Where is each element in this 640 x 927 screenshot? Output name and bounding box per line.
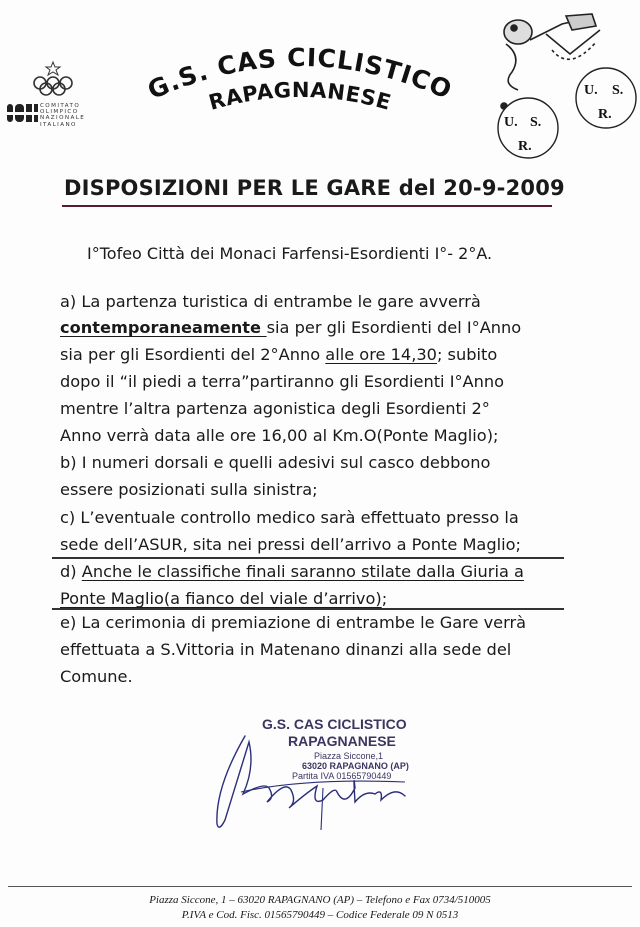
badge-letter: U. (584, 83, 598, 98)
badge-letter: R. (598, 107, 612, 122)
paragraph-line: Anno verrà data alle ore 16,00 al Km.O(Ponte Maglio); (60, 426, 499, 445)
emphasis-text: contemporaneamente (60, 318, 267, 337)
box-border-line (52, 557, 564, 559)
paragraph-line: sede dell’ASUR, sita nei pressi dell’arrivo a Ponte Maglio; (60, 535, 521, 554)
paragraph-line: effettuata a S.Vittoria in Matenano dinanzi alla sede del (60, 640, 512, 659)
badge-letter: S. (612, 83, 624, 98)
badge-letter: S. (530, 115, 542, 130)
svg-text:RAPAGNANESE (206, 78, 394, 115)
stamp-line: G.S. CAS CICLISTICO (262, 716, 407, 732)
paragraph-text: ; (381, 589, 388, 608)
badge-letter: U. (504, 115, 518, 130)
paragraph-line: b) I numeri dorsali e quelli adesivi sul casco debbono (60, 453, 491, 472)
club-mascot-emblem (492, 10, 640, 160)
coni-text-line: OLIMPICO (40, 109, 79, 116)
paragraph-text: sia per gli Esordienti del I°Anno (266, 318, 522, 337)
paragraph-line: a) La partenza turistica di entrambe le gare avverrà (60, 292, 481, 311)
stamp-line: Partita IVA 01565790449 (292, 771, 392, 781)
paragraph-line (60, 318, 521, 337)
stamp-line: 63020 RAPAGNANO (AP) (302, 761, 409, 771)
paragraph-text: ; subito (436, 345, 498, 364)
box-border-line (52, 608, 564, 610)
paragraph-line: essere posizionati sulla sinistra; (60, 480, 318, 499)
document-title: DISPOSIZIONI PER LE GARE del 20-9-2009 (64, 176, 565, 200)
stamp-line: RAPAGNANESE (288, 733, 396, 749)
footer-fiscal-info: P.IVA e Cod. Fisc. 01565790449 – Codice Federale 09 N 0513 (181, 909, 459, 921)
paragraph-line: Comune. (60, 667, 133, 686)
underlined-text: Ponte Maglio(a fianco del viale d’arrivo) (60, 589, 382, 608)
start-time-text: alle ore 14,30 (325, 345, 437, 364)
paragraph-line: mentre l’altra partenza agonistica degli Esordienti 2° (60, 399, 490, 418)
paragraph-line (60, 562, 524, 581)
badge-letter: R. (518, 139, 532, 154)
coni-text-line: NAZIONALE (40, 115, 86, 122)
footer-address: Piazza Siccone, 1 – 63020 RAPAGNANO (AP) – Telefono e Fax 0734/510005 (149, 894, 491, 906)
footer-divider (8, 886, 632, 887)
paragraph-line (60, 589, 387, 608)
paragraph-line (60, 345, 497, 364)
club-name-line2: RAPAGNANESE (206, 77, 394, 115)
paragraph-line: e) La cerimonia di premiazione di entrambe le Gare verrà (60, 613, 527, 632)
coni-text-line: COMITATO (40, 103, 81, 109)
paragraph-line: dopo il “il piedi a terra”partiranno gli Esordienti I°Anno (60, 372, 505, 391)
coni-logo (6, 58, 110, 138)
paragraph-line: c) L’eventuale controllo medico sarà effettuato presso la (60, 508, 519, 527)
handwritten-signature (205, 728, 425, 838)
title-underline (62, 205, 552, 207)
club-logo-text (135, 38, 465, 120)
underlined-text: Anche le classifiche finali saranno stilate dalla Giuria a (81, 562, 524, 581)
club-name-line1: G.S. CAS CICLISTICO (143, 42, 457, 105)
coni-text-line: ITALIANO (40, 121, 77, 128)
paragraph-text: sia per gli Esordienti del 2°Anno (60, 345, 326, 364)
stamp-line: Piazza Siccone,1 (314, 751, 384, 761)
paragraph-text: d) (60, 562, 82, 581)
event-subtitle: I°Tofeo Città dei Monaci Farfensi-Esordienti I°- 2°A. (87, 244, 493, 263)
